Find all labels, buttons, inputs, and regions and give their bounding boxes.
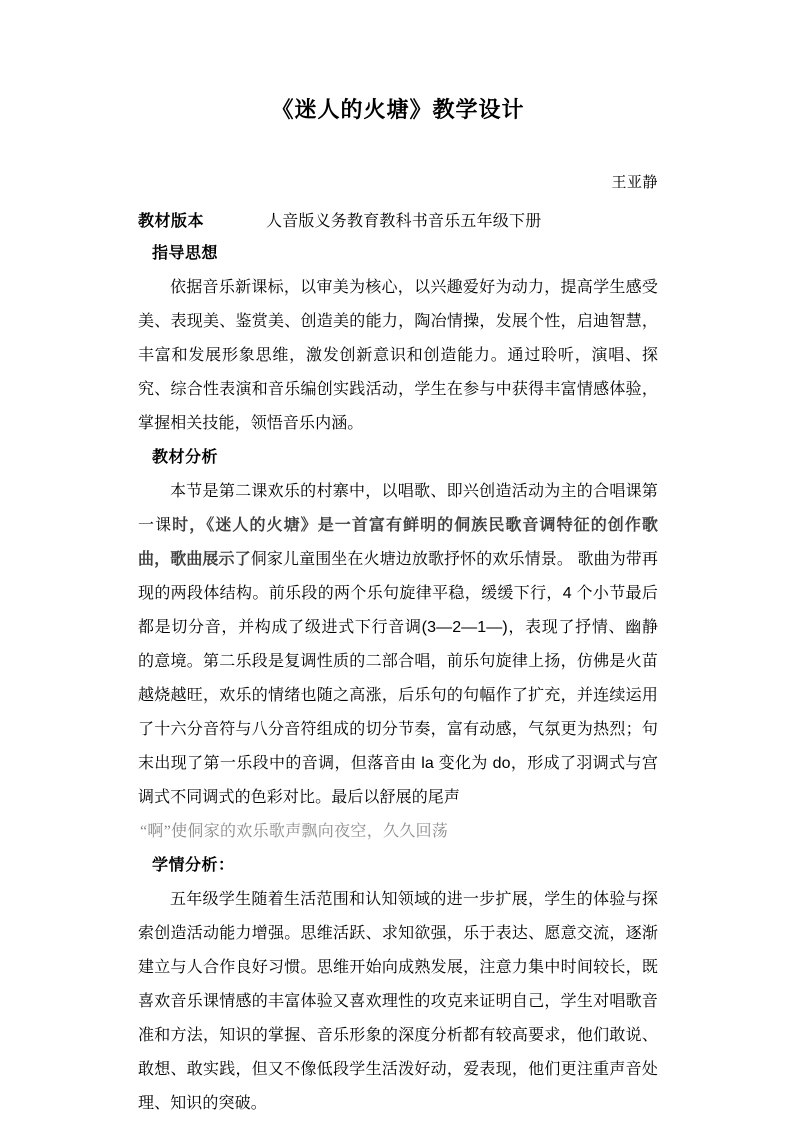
page-title: 《迷人的火塘》教学设计 — [271, 97, 525, 122]
material-analysis-tail-line: “啊”使侗家的欢乐歌声飘向夜空，久久回荡 — [140, 822, 449, 840]
author-name: 王亚静 — [611, 173, 658, 191]
textbook-version-label: 教材版本 — [138, 212, 205, 230]
section-heading-material-analysis: 教材分析 — [152, 448, 219, 466]
textbook-version-value: 人音版义务教育教科书音乐五年级下册 — [266, 212, 542, 230]
section-body-guiding-ideology: 依据音乐新课标，以审美为核心，以兴趣爱好为动力，提高学生感受美、表现美、鉴赏美、创造美的能力，陶冶情操，发展个性，启迪智慧，丰富和发展形象思维，激发创新意识和创造能力。通过聆听，演唱、探究、综合性表演和音乐编创实践活动，学生在参与中获得丰富情感体验，掌握相关技能，领悟音乐内涵。 — [138, 278, 658, 432]
textbook-version-row — [138, 192, 658, 237]
document-content — [138, 0, 658, 1121]
section-body-material-analysis — [138, 475, 658, 815]
material-analysis-part-2-serif: 时，《迷人的火塘》是一首富有鲜明的侗族民歌音调特征的创作歌曲，歌曲展示了 — [138, 516, 659, 568]
material-analysis-part-1: 本节是第二课欢乐的村寨中，以唱歌、即兴创造活动为主的合唱课第一课 — [138, 482, 658, 534]
material-analysis-part-3: 侗家儿童围坐在火塘边放歌抒怀的欢乐情景。 歌曲为带再现的两段体结构。前乐段的两个乐句旋律平稳，缓缓下行，4 个小节最后都是切分音，并构成了级进式下行音调(3—2—1—)，表现了抒情、幽静的意境。第二乐段是复调性质的二部合唱，前乐句旋律上扬，仿佛是火苗越烧越旺，欢乐的情绪也随之高涨，后乐句的句幅作了扩充，并连续运用了十六分音符与八分音符组成的切分节奏，富有动感，气氛更为热烈；句末出现了第一乐段中的音调，但落音由 la 变化为 do，形成了羽调式与宫调式不同调式的色彩对比。最后以舒展的尾声 — [138, 550, 659, 806]
section-heading-guiding-ideology: 指导思想 — [152, 244, 219, 262]
section-body-student-analysis: 五年级学生随着生活范围和认知领域的进一步扩展，学生的体验与探索创造活动能力增强。思维活跃、求知欲强，乐于表达、愿意交流，逐渐建立与人合作良好习惯。思维开始向成熟发展，注意力集中时间较长，既喜欢音乐课情感的丰富体验又喜欢理性的攻克来证明自己，学生对唱歌音准和方法，知识的掌握、音乐形象的深度分析都有较高要求，他们敢说、敢想、敢实践，但又不像低段学生活泼好动，爱表现，他们更注重声音处理、知识的突破。 — [138, 890, 658, 1112]
section-heading-student-analysis: 学情分析： — [152, 856, 235, 874]
